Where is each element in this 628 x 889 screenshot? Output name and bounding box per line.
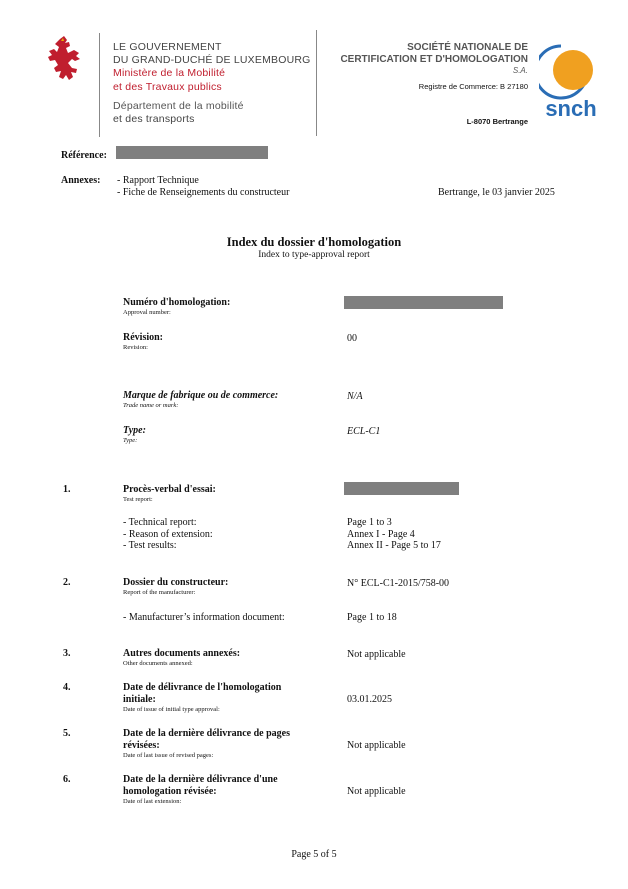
- gov-line-2: DU GRAND-DUCHÉ DE LUXEMBOURG: [113, 54, 311, 67]
- document-title: Index du dossier d'homologation: [226, 235, 402, 249]
- type-sub: Type:: [123, 437, 138, 444]
- approval-number-sub: Approval number:: [123, 309, 171, 316]
- test-report-redacted: [344, 482, 459, 495]
- section-1-values: [347, 517, 441, 552]
- section-6-heading: [123, 774, 278, 806]
- section-6-value: Not applicable: [347, 786, 406, 797]
- section-3-number: 3.: [63, 648, 71, 659]
- annex-item: - Rapport Technique: [117, 175, 199, 186]
- section-1-title: Procès-verbal d'essai:: [123, 484, 216, 495]
- snch-block: [340, 42, 528, 77]
- header-divider-left: [99, 33, 100, 137]
- document-subtitle: Index to type-approval report: [258, 250, 370, 260]
- section-3-title: Autres documents annexés:: [123, 648, 241, 659]
- revision-sub: Revision:: [123, 344, 148, 351]
- section-1-number: 1.: [63, 484, 71, 495]
- section-4-heading: [123, 682, 281, 714]
- header-divider-right: [316, 30, 317, 136]
- revision-field: [123, 332, 163, 352]
- trade-name-value: N/A: [347, 391, 363, 402]
- row-label: - Test results:: [123, 540, 177, 551]
- reference-label: Référence:: [61, 150, 107, 161]
- section-4-title-1: Date de délivrance de l'homologation: [123, 682, 282, 693]
- red-lion-emblem: [46, 35, 82, 83]
- section-1-sub: Test report:: [123, 496, 153, 503]
- section-2-row-label: - Manufacturer’s information document:: [123, 612, 285, 623]
- row-label: - Technical report:: [123, 517, 197, 528]
- revision-label: Révision:: [123, 332, 163, 343]
- annex-item: - Fiche de Renseignements du constructeur: [117, 186, 290, 198]
- section-6-sub: Date of last extension:: [123, 798, 182, 805]
- section-2-sub: Report of the manufacturer:: [123, 589, 196, 596]
- row-value: Annex II - Page 5 to 17: [347, 540, 441, 551]
- registre-commerce: Registre de Commerce: B 27180: [418, 82, 528, 91]
- section-3-heading: [123, 648, 240, 668]
- section-2-row-value: Page 1 to 18: [347, 612, 397, 623]
- section-1-heading: [123, 484, 216, 504]
- page-number: Page 5 of 5: [291, 849, 337, 860]
- section-2-value: N° ECL-C1-2015/758-00: [347, 578, 450, 589]
- section-2-title: Dossier du constructeur:: [123, 577, 229, 588]
- trade-name-sub: Trade name or mark:: [123, 402, 179, 409]
- row-label: - Reason of extension:: [123, 528, 213, 540]
- section-6-title-1: Date de la dernière délivrance d'une: [123, 774, 278, 785]
- section-4-value: 03.01.2025: [347, 694, 392, 705]
- annexes-label: Annexes:: [61, 175, 101, 186]
- section-5-sub: Date of last issue of revised pages:: [123, 752, 214, 759]
- section-4-number: 4.: [63, 682, 71, 693]
- section-2-heading: [123, 577, 228, 597]
- date-line: Bertrange, le 03 janvier 2025: [438, 187, 555, 198]
- dept-line-1: Département de la mobilité: [113, 99, 244, 112]
- trade-name-label: Marque de fabrique ou de commerce:: [123, 390, 279, 401]
- approval-number-label: Numéro d'homologation:: [123, 297, 231, 308]
- section-5-title-2: révisées:: [123, 740, 160, 751]
- snch-logo-text: snch: [545, 96, 597, 120]
- type-field: [123, 425, 146, 445]
- type-label: Type:: [123, 425, 146, 436]
- approval-number-redacted: [344, 296, 503, 309]
- section-5-title-1: Date de la dernière délivrance de pages: [123, 728, 291, 739]
- section-6-title-2: homologation révisée:: [123, 786, 217, 797]
- snch-address: L-8070 Bertrange: [466, 117, 528, 126]
- section-3-sub: Other documents annexed:: [123, 660, 193, 667]
- snch-line-1: SOCIÉTÉ NATIONALE DE: [407, 42, 528, 53]
- section-5-number: 5.: [63, 728, 71, 739]
- revision-value: 00: [347, 333, 357, 344]
- section-5-value: Not applicable: [347, 740, 406, 751]
- section-2-number: 2.: [63, 577, 71, 588]
- gov-line-1: LE GOUVERNEMENT: [113, 41, 222, 53]
- type-value: ECL-C1: [347, 426, 381, 437]
- ministry-line-2: et des Travaux publics: [113, 80, 222, 93]
- section-4-sub: Date of issue of initial type approval:: [123, 706, 220, 713]
- row-value: Annex I - Page 4: [347, 528, 415, 540]
- trade-name-field: [123, 390, 278, 410]
- section-6-number: 6.: [63, 774, 71, 785]
- section-5-heading: [123, 728, 290, 760]
- dept-line-2: et des transports: [113, 113, 195, 126]
- snch-line-2: CERTIFICATION ET D'HOMOLOGATION: [340, 53, 528, 65]
- row-value: Page 1 to 3: [347, 517, 392, 528]
- section-1-labels: [123, 517, 213, 552]
- reference-redacted: [116, 146, 268, 159]
- snch-sa: S.A.: [512, 66, 528, 75]
- snch-logo: [539, 38, 603, 120]
- section-3-value: Not applicable: [347, 649, 406, 660]
- annexes-list: [117, 175, 289, 198]
- government-block: [113, 41, 311, 126]
- approval-number-field: [123, 297, 230, 317]
- ministry-line-1: Ministère de la Mobilité: [113, 67, 226, 80]
- section-4-title-2: initiale:: [123, 694, 156, 705]
